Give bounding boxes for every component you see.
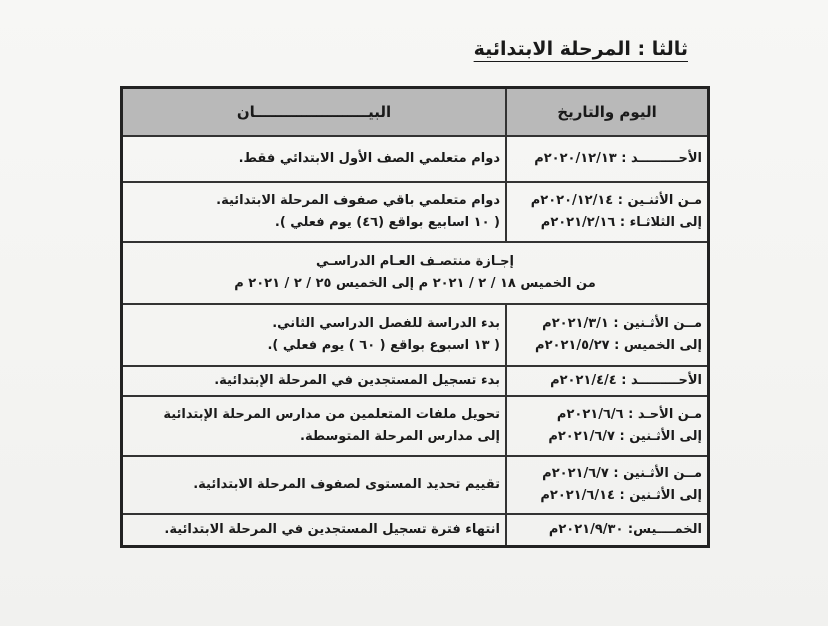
date-line: إلى الثلاثـاء : ٢٠٢١/٢/١٦م xyxy=(540,215,702,230)
date-line: إلى الأثـنين : ٢٠٢١/٦/١٤م xyxy=(540,488,702,503)
statement-line: انتهاء فترة تسجيل المستجدين في المرحلة الابتدائية. xyxy=(164,522,500,537)
date-line: إلى الأثـنين : ٢٠٢١/٦/٧م xyxy=(548,429,702,444)
date-cell xyxy=(506,304,709,366)
table-row xyxy=(122,514,709,547)
table-row xyxy=(122,304,709,366)
statement-line: بدء الدراسة للفصل الدراسي الثاني. xyxy=(272,316,500,331)
midyear-break-cell xyxy=(122,242,709,304)
table-row xyxy=(122,136,709,182)
table-row xyxy=(122,396,709,456)
schedule-table xyxy=(120,86,710,548)
statement-line: دوام متعلمي الصف الأول الابتدائي فقط. xyxy=(238,151,500,166)
break-title: إجـازة منتصـف العـام الدراسـي xyxy=(316,254,514,269)
statement-line: إلى مدارس المرحلة المتوسطة. xyxy=(300,429,500,444)
table-row xyxy=(122,366,709,396)
date-line: مـن الأثنـين : ٢٠٢٠/١٢/١٤م xyxy=(530,193,702,208)
date-line: الأحـــــــــد : ٢٠٢١/٤/٤م xyxy=(550,373,702,388)
date-line: مـن الأحـد : ٢٠٢١/٦/٦م xyxy=(556,407,702,422)
statement-line: ( ١٠ اسابيع بواقع (٤٦) يوم فعلي ). xyxy=(274,215,500,230)
break-dates: من الخميس ١٨ / ٢ / ٢٠٢١ م إلى الخميس ٢٥ / ٢ / ٢٠٢١ م xyxy=(234,276,596,291)
header-statement: البيــــــــــــــــــــــان xyxy=(122,88,507,137)
section-heading: ثالثا : المرحلة الابتدائية xyxy=(473,38,688,60)
date-cell xyxy=(506,366,709,396)
statement-line: تحويل ملفات المتعلمين من مدارس المرحلة الإبتدائية xyxy=(163,407,500,422)
date-cell xyxy=(506,456,709,514)
header-date: اليوم والتاريخ xyxy=(506,88,709,137)
statement-cell xyxy=(122,396,507,456)
table-row xyxy=(122,456,709,514)
statement-cell xyxy=(122,514,507,547)
statement-cell xyxy=(122,456,507,514)
date-line: مــن الأثـنين : ٢٠٢١/٣/١م xyxy=(542,316,702,331)
table-row xyxy=(122,242,709,304)
table-row xyxy=(122,182,709,242)
statement-cell xyxy=(122,182,507,242)
statement-cell xyxy=(122,304,507,366)
statement-line: دوام متعلمي باقي صفوف المرحلة الابتدائية. xyxy=(216,193,500,208)
table-header-row xyxy=(122,88,709,137)
date-cell xyxy=(506,136,709,182)
statement-line: بدء تسجيل المستجدين في المرحلة الإبتدائية. xyxy=(214,373,500,388)
date-cell xyxy=(506,396,709,456)
date-line: مــن الأثـنين : ٢٠٢١/٦/٧م xyxy=(542,466,702,481)
statement-cell xyxy=(122,136,507,182)
statement-cell xyxy=(122,366,507,396)
date-cell xyxy=(506,182,709,242)
date-line: إلى الخميس : ٢٠٢١/٥/٢٧م xyxy=(535,338,702,353)
date-cell xyxy=(506,514,709,547)
statement-line: ( ١٣ اسبوع بواقع ( ٦٠ ) يوم فعلي ). xyxy=(267,338,500,353)
date-line: الأحـــــــــد : ٢٠٢٠/١٢/١٣م xyxy=(534,151,702,166)
date-line: الخمــــيس: ٢٠٢١/٩/٣٠م xyxy=(548,522,702,537)
statement-line: تقييم تحديد المستوى لصفوف المرحلة الابتدائية. xyxy=(193,477,500,492)
